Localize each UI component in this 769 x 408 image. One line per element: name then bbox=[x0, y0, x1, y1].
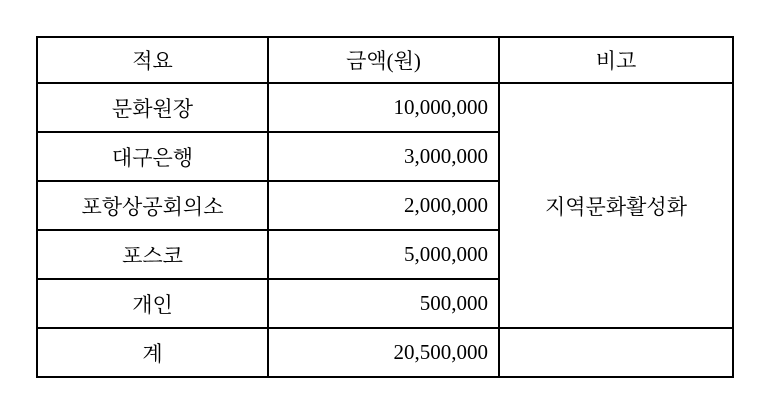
amount-cell: 5,000,000 bbox=[268, 230, 499, 279]
header-amount: 금액(원) bbox=[268, 37, 499, 83]
total-amount-cell: 20,500,000 bbox=[268, 328, 499, 377]
total-label-cell: 계 bbox=[37, 328, 268, 377]
header-summary: 적요 bbox=[37, 37, 268, 83]
amount-cell: 10,000,000 bbox=[268, 83, 499, 132]
summary-cell: 대구은행 bbox=[37, 132, 268, 181]
table-row bbox=[37, 83, 733, 132]
summary-cell: 포항상공회의소 bbox=[37, 181, 268, 230]
summary-cell: 문화원장 bbox=[37, 83, 268, 132]
header-remark: 비고 bbox=[499, 37, 733, 83]
header-row bbox=[37, 37, 733, 83]
remark-merged-cell: 지역문화활성화 bbox=[499, 83, 733, 328]
donation-summary-table bbox=[36, 36, 734, 378]
amount-cell: 500,000 bbox=[268, 279, 499, 328]
total-remark-cell bbox=[499, 328, 733, 377]
amount-cell: 3,000,000 bbox=[268, 132, 499, 181]
summary-cell: 포스코 bbox=[37, 230, 268, 279]
total-row bbox=[37, 328, 733, 377]
summary-cell: 개인 bbox=[37, 279, 268, 328]
amount-cell: 2,000,000 bbox=[268, 181, 499, 230]
